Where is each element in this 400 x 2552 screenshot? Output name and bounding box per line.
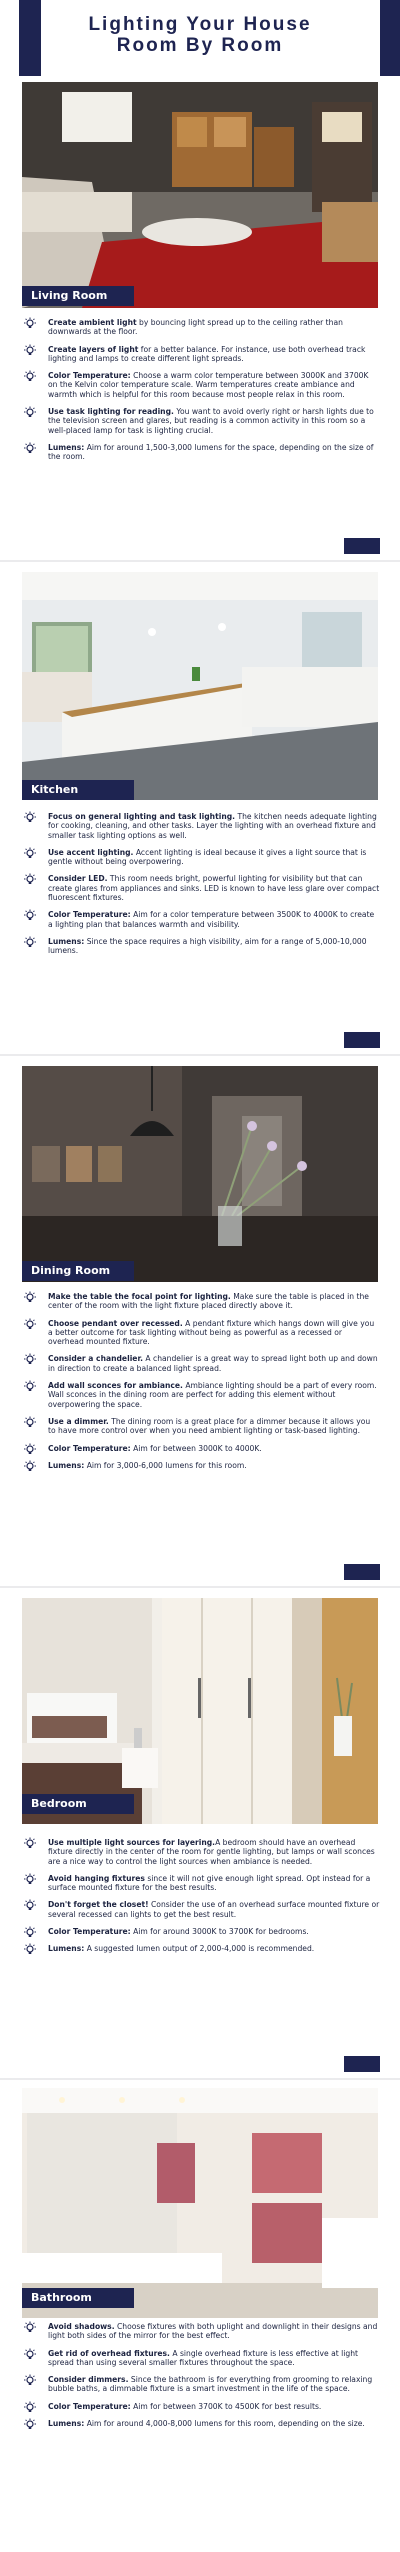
tip-text: Since the bathroom is for everything from grooming to relaxing bubble baths, a dimmable fixture is a smart investment in the life of the space. xyxy=(48,2375,373,2394)
tip-text: A single overhead fixture is less effective at light spread than using several smaller fixtures throughout the space. xyxy=(48,2348,359,2367)
tip-text: Aim for between 3700K to 4500K for best results. xyxy=(130,2401,322,2411)
tip-lead: Use a dimmer. xyxy=(48,1416,109,1426)
tip-lead: Choose pendant over recessed. xyxy=(48,1318,183,1328)
tip-text: Aim for around 1,500-3,000 lumens for the space, depending on the size of the room. xyxy=(48,442,374,462)
section-separator xyxy=(0,1586,400,1588)
lightbulb-icon xyxy=(23,847,37,861)
lightbulb-icon xyxy=(23,811,37,825)
kitchen-tips xyxy=(22,812,380,964)
lightbulb-icon xyxy=(23,344,37,358)
tip-lead: Add wall sconces for ambiance. xyxy=(48,1381,183,1391)
living-room-tips xyxy=(22,318,380,470)
lightbulb-icon xyxy=(23,2401,37,2415)
tip-text: by bouncing light spread up to the ceiling rather than downwards at the floor. xyxy=(48,318,343,337)
tip-lead: Avoid shadows. xyxy=(48,2322,115,2331)
tip-lead: Color Temperature: xyxy=(48,2401,131,2411)
tip-lead: Color Temperature: xyxy=(48,1927,131,1937)
tip-text: A chandelier is a great way to spread light both up and down in direction to create a balanced light spread. xyxy=(48,1354,378,1373)
list-item xyxy=(22,1461,380,1470)
section-divider-bar xyxy=(344,1032,380,1048)
tip-text: Aim for around 3000K to 3700K for bedrooms. xyxy=(130,1927,309,1937)
tip-lead: Lumens: xyxy=(48,2419,85,2429)
dining-room-tips xyxy=(22,1292,380,1478)
tip-lead: Lumens: xyxy=(48,1944,85,1954)
dining-room-photo xyxy=(22,1066,378,1282)
lightbulb-icon xyxy=(23,2348,37,2362)
list-item xyxy=(22,848,380,867)
lightbulb-icon xyxy=(23,2418,37,2432)
section-label-bedroom: Bedroom xyxy=(22,1794,134,1814)
list-item xyxy=(22,2419,380,2428)
list-item xyxy=(22,318,380,337)
tip-text: Since the space requires a high visibility, aim for a range of 5,000-10,000 lumens. xyxy=(48,936,367,956)
tip-text: Aim for 3,000-6,000 lumens for this room. xyxy=(84,1460,247,1470)
tip-lead: Consider dimmers. xyxy=(48,2375,129,2385)
tip-lead: Use task lighting for reading. xyxy=(48,407,174,417)
bedroom-tips xyxy=(22,1838,380,1962)
tip-lead: Consider LED. xyxy=(48,874,108,884)
lightbulb-icon xyxy=(23,1416,37,1430)
tip-text: Consider the use of an overhead surface mounted fixture or several recessed can lights to get the best result. xyxy=(48,1900,380,1919)
lightbulb-icon xyxy=(23,909,37,923)
lightbulb-icon xyxy=(23,1837,37,1851)
tip-text: Aim for around 4,000-8,000 lumens for this room, depending on the size. xyxy=(84,2419,365,2429)
title-line-2: Room By Room xyxy=(116,35,284,56)
list-item xyxy=(22,937,380,956)
lightbulb-icon xyxy=(23,1899,37,1913)
tip-text: Aim for between 3000K to 4000K. xyxy=(130,1443,262,1453)
tip-lead: Color Temperature: xyxy=(48,371,131,381)
tip-text: A pendant fixture which hangs down will give you a better outcome for task lighting without being as powerful as a recessed or overhead mounted fixture. xyxy=(48,1318,375,1347)
lightbulb-icon xyxy=(23,370,37,384)
bedroom-photo xyxy=(22,1598,378,1824)
list-item xyxy=(22,1319,380,1347)
tip-lead: Consider a chandelier. xyxy=(48,1354,143,1364)
tip-lead: Color Temperature: xyxy=(48,1443,131,1453)
lightbulb-icon xyxy=(23,1460,37,1474)
section-label-bathroom: Bathroom xyxy=(22,2288,134,2308)
lightbulb-icon xyxy=(23,406,37,420)
lightbulb-icon xyxy=(23,1926,37,1940)
tip-text: The dining room is a great place for a dimmer because it allows you to have more control over when you need ambient lighting or task-based lighting. xyxy=(48,1416,371,1436)
list-item xyxy=(22,1874,380,1893)
lightbulb-icon xyxy=(23,873,37,887)
page-title xyxy=(0,14,400,56)
list-item xyxy=(22,812,380,840)
lightbulb-icon xyxy=(23,1443,37,1457)
tip-lead: Create layers of light xyxy=(48,344,139,354)
list-item xyxy=(22,1838,380,1866)
list-item xyxy=(22,443,380,462)
lightbulb-icon xyxy=(23,317,37,331)
lightbulb-icon xyxy=(23,2374,37,2388)
list-item xyxy=(22,1944,380,1953)
list-item xyxy=(22,345,380,364)
title-line-1: Lighting Your House xyxy=(88,14,312,35)
section-label-living-room: Living Room xyxy=(22,286,134,306)
tip-lead: Color Temperature: xyxy=(48,910,131,920)
list-item xyxy=(22,874,380,902)
section-divider-bar xyxy=(344,2056,380,2072)
living-room-photo xyxy=(22,82,378,308)
section-label-kitchen: Kitchen xyxy=(22,780,134,800)
list-item xyxy=(22,1417,380,1436)
tip-lead: Lumens: xyxy=(48,936,85,946)
lightbulb-icon xyxy=(23,1318,37,1332)
tip-text: A suggested lumen output of 2,000-4,000 is recommended. xyxy=(84,1944,315,1954)
section-separator xyxy=(0,1054,400,1056)
tip-text: Ambiance lighting should be a part of every room. Wall sconces in the dining room are perfect for adding this element without overpowering the space. xyxy=(48,1381,377,1409)
tip-lead: Use accent lighting. xyxy=(48,847,134,857)
list-item xyxy=(22,1354,380,1373)
tip-text: Aim for a color temperature between 3500K to 4000K to create a lighting plan that balances warmth and visibility. xyxy=(48,910,375,929)
section-separator xyxy=(0,560,400,562)
bathroom-tips xyxy=(22,2322,380,2436)
list-item xyxy=(22,2402,380,2411)
section-label-dining-room: Dining Room xyxy=(22,1261,134,1281)
list-item xyxy=(22,1927,380,1936)
tip-text: Accent lighting is ideal because it gives a light source that is gentle without being overpowering. xyxy=(48,847,367,867)
section-divider-bar xyxy=(344,538,380,554)
lightbulb-icon xyxy=(23,2321,37,2335)
tip-text: Choose fixtures with both uplight and downlight in their designs and light both sides of the mirror for the best effect. xyxy=(48,2322,378,2341)
bathroom-photo xyxy=(22,2088,378,2318)
tip-text: Make sure the table is placed in the center of the room with the light fixture placed directly above it. xyxy=(48,1292,369,1311)
list-item xyxy=(22,2349,380,2368)
tip-lead: Don't forget the closet! xyxy=(48,1900,149,1910)
list-item xyxy=(22,2375,380,2394)
tip-lead: Create ambient light xyxy=(48,318,137,327)
tip-lead: Use multiple light sources for layering. xyxy=(48,1838,216,1847)
list-item xyxy=(22,910,380,929)
tip-lead: Make the table the focal point for lighting. xyxy=(48,1292,231,1301)
section-divider-bar xyxy=(344,1564,380,1580)
tip-lead: Focus on general lighting and task lighting. xyxy=(48,812,236,821)
list-item xyxy=(22,1292,380,1311)
tip-lead: Get rid of overhead fixtures. xyxy=(48,2348,170,2358)
tip-lead: Avoid hanging fixtures xyxy=(48,1873,145,1883)
tip-text: Choose a warm color temperature between 3000K and 3700K on the Kelvin color temperature scale. Warm temperatures create ambiance and warmth which is helpful for this room because most people relax in this room. xyxy=(48,371,369,399)
lightbulb-icon xyxy=(23,442,37,456)
list-item xyxy=(22,1900,380,1919)
tip-text: since it will not give enough light spread. Opt instead for a surface mounted fixture for the best results. xyxy=(48,1873,371,1893)
list-item xyxy=(22,371,380,399)
tip-text: The kitchen needs adequate lighting for cooking, cleaning, and other tasks. Layer the lighting with an overhead fixture and smaller task lighting options as well. xyxy=(48,812,377,840)
lightbulb-icon xyxy=(23,1353,37,1367)
tip-text: You want to avoid overly right or harsh lights due to the television screen and glares, but reading is a common activity in this room so a well-placed lamp for task is lighting crucial. xyxy=(48,407,374,435)
lightbulb-icon xyxy=(23,1873,37,1887)
list-item xyxy=(22,407,380,435)
tip-lead: Lumens: xyxy=(48,442,85,452)
tip-text: A bedroom should have an overhead fixture directly in the center of the room for gentle lighting, but lamps or wall sconces are a nice way to control the light sources when ambiance is needed. xyxy=(48,1838,375,1866)
list-item xyxy=(22,1381,380,1409)
lightbulb-icon xyxy=(23,1291,37,1305)
tip-text: for a better balance. For instance, use both overhead track lighting and lamps to create different light spreads. xyxy=(48,344,366,363)
list-item xyxy=(22,1444,380,1453)
kitchen-photo xyxy=(22,572,378,800)
list-item xyxy=(22,2322,380,2341)
tip-text: This room needs bright, powerful lighting for visibility but that can create glares from appliances and sinks. LED is known to have less glare over compact fluorescent fixtures. xyxy=(48,874,380,903)
tip-lead: Lumens: xyxy=(48,1460,85,1470)
lightbulb-icon xyxy=(23,1380,37,1394)
section-separator xyxy=(0,2078,400,2080)
lightbulb-icon xyxy=(23,936,37,950)
lightbulb-icon xyxy=(23,1943,37,1957)
